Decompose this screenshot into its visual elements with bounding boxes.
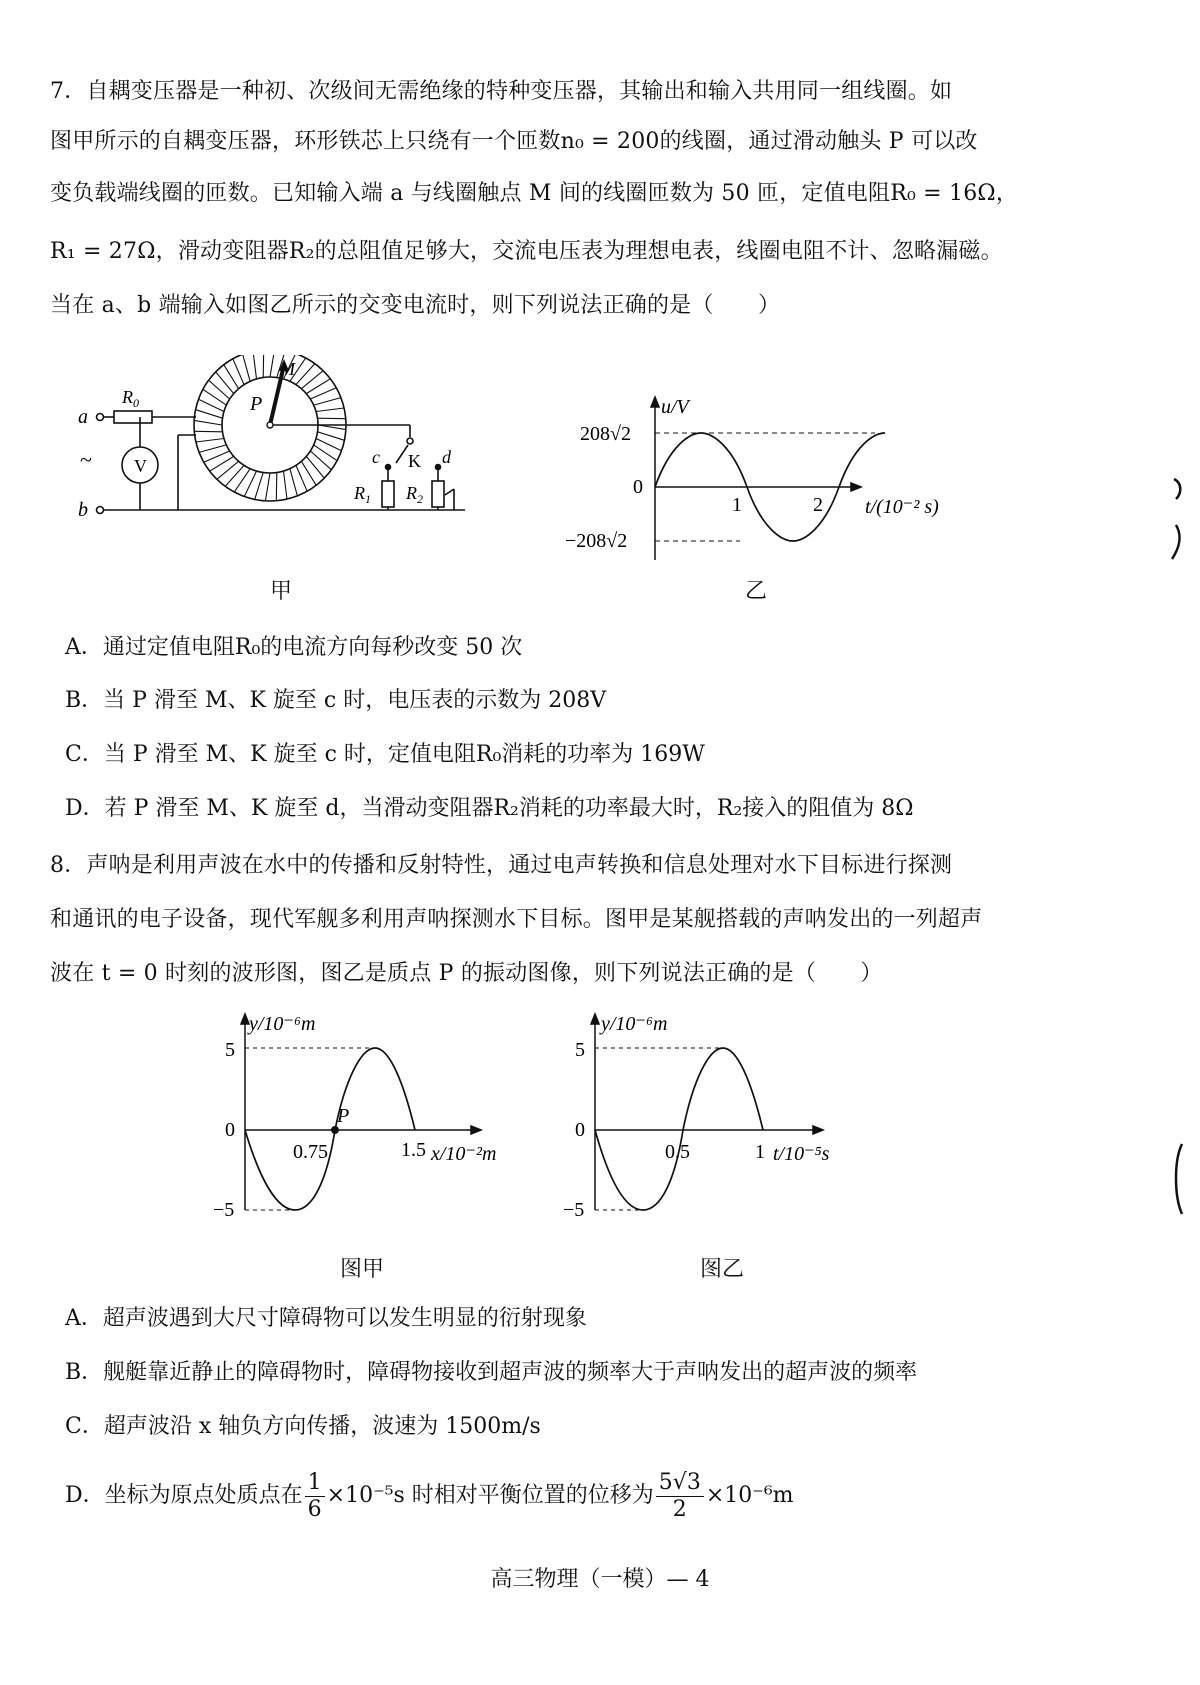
ac-source-symbol: ~ <box>80 447 92 472</box>
coil-winding <box>316 408 344 412</box>
scan-margin-mark <box>1168 475 1192 565</box>
q8-fig-jia-caption: 图甲 <box>340 1257 385 1282</box>
coil-winding <box>296 364 315 385</box>
page-footer: 高三物理（一模）— 4 <box>490 1567 710 1592</box>
q7-line-3: 变负载端线圈的匝数。已知输入端 a 与线圈触点 M 间的线圈匝数为 50 匝，定值电阻R₀ = 16Ω， <box>50 181 1019 206</box>
wave-x-mid-tick: 0.75 <box>293 1141 328 1163</box>
q8-fig-yi-caption: 图乙 <box>700 1257 745 1282</box>
coil-winding <box>310 388 336 399</box>
q8-line-1: 8．声呐是利用声波在水中的传播和反射特性，通过电声转换和信息处理对水下目标进行探测 <box>50 853 953 878</box>
q8-option-c: C．超声波沿 x 轴负方向传播，波速为 1500m/s <box>65 1414 541 1439</box>
coil-winding <box>310 451 331 470</box>
u-min-tick: −208√2 <box>565 530 628 552</box>
coil-winding <box>217 461 239 479</box>
coil-winding <box>318 418 346 419</box>
wave-y-max-tick: 5 <box>225 1039 235 1061</box>
coil-winding <box>243 355 251 381</box>
terminal-b-label: b <box>78 499 88 521</box>
coil-winding <box>209 380 230 399</box>
vib-y-axis-label: y/10⁻⁶m <box>601 1013 668 1035</box>
q7-line-2: 图甲所示的自耦变压器，环形铁芯上只绕有一个匝数n₀ = 200的线圈，通过滑动触头 P 可以改 <box>50 129 978 154</box>
vib-y-min-tick: −5 <box>563 1199 585 1220</box>
t-tick-2: 2 <box>813 494 823 516</box>
q7-fig-jia-caption: 甲 <box>270 579 293 604</box>
coil-winding <box>194 431 222 432</box>
slider-p-label: P <box>250 393 263 415</box>
vib-x-mid-tick: 0.5 <box>665 1141 690 1163</box>
coil-winding <box>265 473 270 501</box>
q7-option-c: C．当 P 滑至 M、K 旋至 c 时，定值电阻R₀消耗的功率为 169W <box>65 742 705 767</box>
q7-line-1: 7．自耦变压器是一种初、次级间无需绝缘的特种变压器，其输出和输入共用同一组线圈。如 <box>50 79 953 104</box>
r0-label: $R_0$ <box>122 387 139 410</box>
coil-winding <box>196 410 223 419</box>
coil-winding <box>253 355 257 379</box>
coil-winding <box>314 398 341 406</box>
coil-winding <box>276 473 277 501</box>
wave-x-end-tick: 1.5 <box>401 1139 426 1161</box>
q7-line-5: 当在 a、b 端输入如图乙所示的交变电流时，则下列说法正确的是（ ） <box>50 293 781 318</box>
q7-line-4: R₁ = 27Ω，滑动变阻器R₂的总阻值足够大，交流电压表为理想电表，线圈电阻不计、忽略漏磁。 <box>50 239 1003 264</box>
frac2-denominator: 2 <box>672 1496 687 1522</box>
contact-c-label: c <box>372 447 380 467</box>
t-axis-label: t/(10⁻² s) <box>865 496 939 518</box>
q8-line-2: 和通讯的电子设备，现代军舰多利用声呐探测水下目标。图甲是某舰搭载的声呐发出的一列超声 <box>50 907 983 932</box>
fraction-five-root-three-halves <box>656 1470 704 1523</box>
vib-y-zero-tick: 0 <box>575 1119 585 1141</box>
coil-winding <box>216 372 234 394</box>
coil-winding <box>225 465 244 486</box>
coil-winding <box>301 371 323 389</box>
coil-winding <box>318 432 345 441</box>
q8-option-b: B．舰艇靠近静止的障碍物时，障碍物接收到超声波的频率大于声呐发出的超声波的频率 <box>65 1360 918 1385</box>
coil-winding <box>270 355 275 377</box>
switch-k-label: K <box>408 451 421 471</box>
wave-y-zero-tick: 0 <box>225 1119 235 1141</box>
coil-winding <box>196 439 224 443</box>
u-zero-tick: 0 <box>633 476 643 498</box>
coil-winding <box>263 355 264 378</box>
q8-option-d <box>65 1468 1095 1524</box>
q8-wave-graph <box>205 1010 545 1220</box>
vib-x-axis-label: t/10⁻⁵s <box>773 1143 830 1165</box>
coil-winding <box>255 473 264 500</box>
q8-option-d-prefix: D．坐标为原点处质点在 <box>65 1483 303 1508</box>
fraction-one-sixth <box>305 1470 325 1523</box>
q8-line-3: 波在 t = 0 时刻的波形图，图乙是质点 P 的振动图像，则下列说法正确的是（ ） <box>50 961 883 986</box>
vib-x-end-tick: 1 <box>755 1141 765 1163</box>
u-max-tick: 208√2 <box>580 423 631 445</box>
t-tick-1: 1 <box>732 494 742 516</box>
q7-option-d: D．若 P 滑至 M、K 旋至 d，当滑动变阻器R₂消耗的功率最大时，R₂接入的阻值为 8Ω <box>65 796 914 821</box>
coil-winding <box>284 471 288 499</box>
voltmeter-label: V <box>134 456 147 476</box>
coil-winding <box>204 451 230 462</box>
frac1-denominator: 6 <box>307 1496 322 1522</box>
q7-option-a: A．通过定值电阻R₀的电流方向每秒改变 50 次 <box>65 635 523 660</box>
q8-option-d-suffix: ×10⁻⁶m <box>705 1483 794 1508</box>
wave-y-min-tick: −5 <box>213 1199 235 1220</box>
q7-fig-yi-caption: 乙 <box>745 579 768 604</box>
terminal-a-label: a <box>78 406 88 428</box>
coil-winding <box>306 456 324 478</box>
q7-voltage-graph <box>555 395 975 570</box>
u-axis-label: u/V <box>661 396 689 418</box>
coil-winding <box>296 465 307 491</box>
wave-y-axis-label: y/10⁻⁶m <box>249 1013 316 1035</box>
r1-label: $R_1$ <box>354 483 371 506</box>
q7-circuit-diagram <box>70 355 510 575</box>
coil-winding <box>199 445 226 453</box>
r2-label: $R_2$ <box>406 483 423 506</box>
contact-d-label: d <box>442 447 451 467</box>
vib-y-max-tick: 5 <box>575 1039 585 1061</box>
coil-winding <box>290 469 298 496</box>
q8-option-a: A．超声波遇到大尺寸障碍物可以发生明显的衍射现象 <box>65 1306 587 1331</box>
q8-option-d-middle: ×10⁻⁵s 时相对平衡位置的位移为 <box>326 1483 654 1508</box>
frac2-numerator: 5√3 <box>656 1470 704 1497</box>
q7-option-b: B．当 P 滑至 M、K 旋至 c 时，电压表的示数为 208V <box>65 688 607 713</box>
q8-vibration-graph <box>555 1010 885 1220</box>
coil-winding <box>194 420 222 425</box>
contact-m-label: M <box>280 359 295 379</box>
coil-winding <box>233 359 244 385</box>
scan-bracket-mark <box>1168 1140 1192 1220</box>
point-p-label: P <box>337 1105 350 1127</box>
frac1-numerator: 1 <box>305 1470 325 1497</box>
wave-x-axis-label: x/10⁻²m <box>431 1143 497 1165</box>
